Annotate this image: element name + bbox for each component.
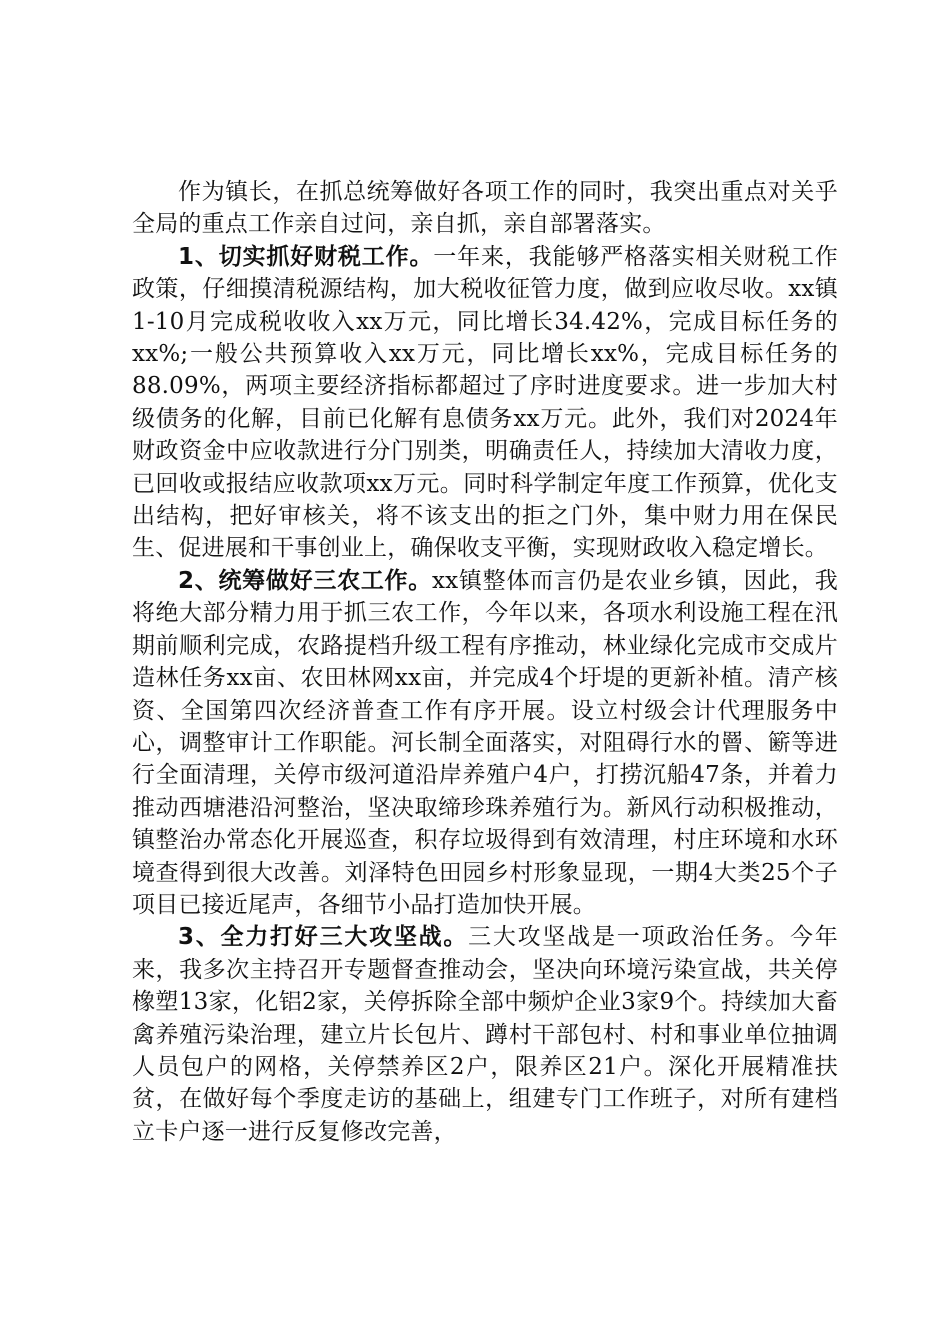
paragraph-fiscal-tax (132, 241, 838, 565)
paragraph-heading: 3、全力打好三大攻坚战。 (178, 924, 469, 951)
paragraph-text: xx镇整体而言仍是农业乡镇，因此，我将绝大部分精力用于抓三农工作，今年以来，各项水利设施工程在汛期前顺利完成，农路提档升级工程有序推动，林业绿化完成市交成片造林任务xx亩、农田林网xx亩，并完成4个圩堤的更新补植。清产核资、全国第四次经济普查工作有序开展。设立村级会计代理服务中心，调整审计工作职能。河长制全面落实，对阻碍行水的罾、簖等进行全面清理，关停市级河道沿岸养殖户4户，打捞沉船47条，并着力推动西塘港沿河整治，坚决取缔珍珠养殖行为。新风行动积极推动，镇整治办常态化开展巡查，积存垃圾得到有效清理，村庄环境和水环境查得到很大改善。刘泽特色田园乡村形象显现，一期4大类25个子项目已接近尾声，各细节小品打造加快开展。 (132, 567, 838, 918)
paragraph-agriculture (132, 565, 838, 921)
paragraph-heading: 1、切实抓好财税工作。 (178, 243, 434, 270)
paragraph-intro (132, 176, 838, 241)
paragraph-heading: 2、统筹做好三农工作。 (178, 567, 433, 594)
document-body (132, 176, 838, 1148)
paragraph-text: 一年来，我能够严格落实相关财税工作政策，仔细摸清税源结构，加大税收征管力度，做到应收尽收。xx镇1-10月完成税收收入xx万元，同比增长34.42%，完成目标任务的xx%;一般公共预算收入xx万元，同比增长xx%，完成目标任务的88.09%，两项主要经济指标都超过了序时进度要求。进一步加大村级债务的化解，目前已化解有息债务xx万元。此外，我们对2024年财政资金中应收款进行分门别类，明确责任人，持续加大清收力度，已回收或报结应收款项xx万元。同时科学制定年度工作预算，优化支出结构，把好审核关，将不该支出的拒之门外，集中财力用在保民生、促进展和干事创业上，确保收支平衡，实现财政收入稳定增长。 (132, 243, 838, 562)
paragraph-text: 三大攻坚战是一项政治任务。今年来，我多次主持召开专题督查推动会，坚决向环境污染宣战，共关停橡塑13家，化铝2家，关停拆除全部中频炉企业3家9个。持续加大畜禽养殖污染治理，建立片长包片、蹲村干部包村、村和事业单位抽调人员包户的网格，关停禁养区2户，限养区21户。深化开展精准扶贫，在做好每个季度走访的基础上，组建专门工作班子，对所有建档立卡户逐一进行反复修改完善， (132, 924, 838, 1145)
paragraph-three-battles (132, 921, 838, 1148)
paragraph-text: 作为镇长，在抓总统筹做好各项工作的同时，我突出重点对关乎全局的重点工作亲自过问，亲自抓，亲自部署落实。 (132, 179, 838, 238)
